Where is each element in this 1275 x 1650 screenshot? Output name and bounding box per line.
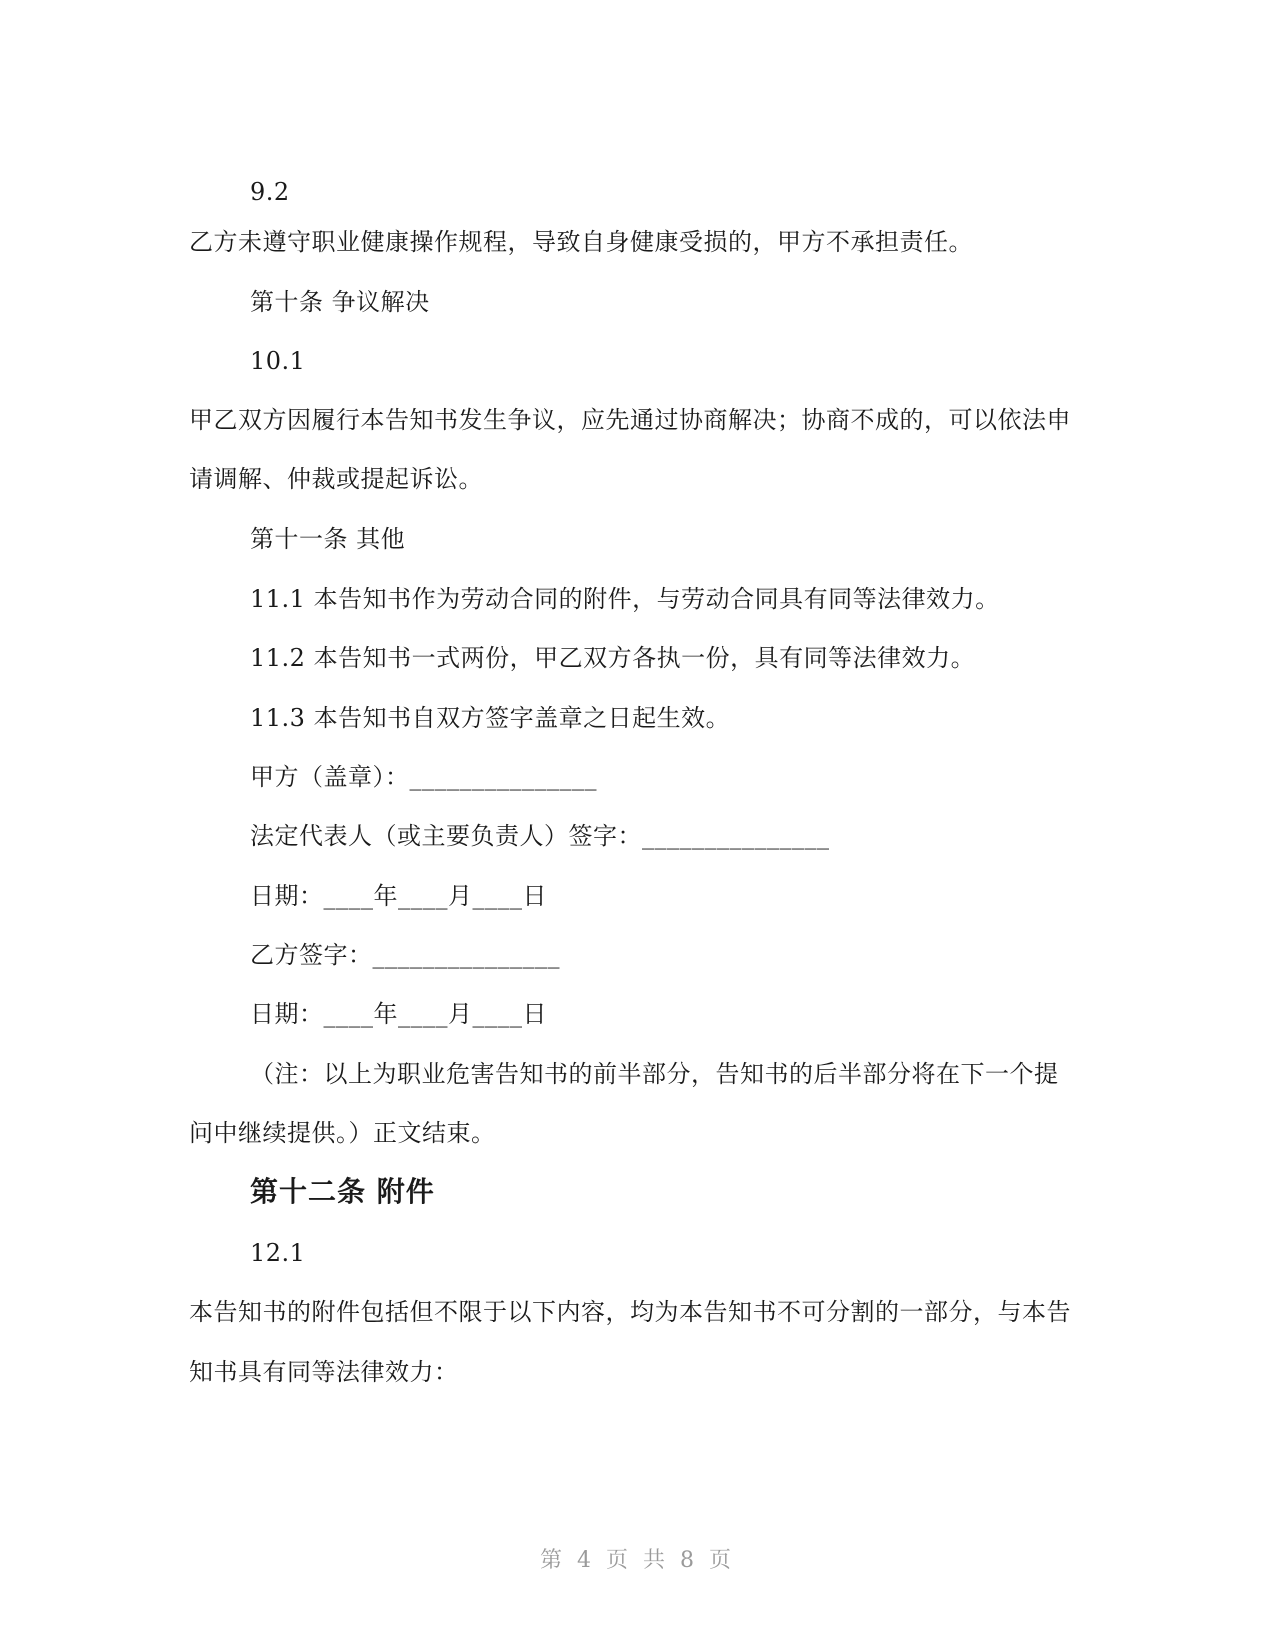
clause-11-2: 11.2 本告知书一式两份，甲乙双方各执一份，具有同等法律效力。 xyxy=(250,644,976,672)
note-line2: 问中继续提供。）正文结束。 xyxy=(189,1119,496,1147)
legal-rep-signature-line: 法定代表人（或主要负责人）签字：_______________ xyxy=(250,822,830,850)
party-a-seal-line: 甲方（盖章）：_______________ xyxy=(250,763,597,791)
article-11-title: 第十一条 其他 xyxy=(250,525,406,553)
clause-text-9-2: 乙方未遵守职业健康操作规程，导致自身健康受损的，甲方不承担责任。 xyxy=(189,228,973,256)
party-a-date-line: 日期：____年____月____日 xyxy=(250,882,547,910)
party-b-date-line: 日期：____年____月____日 xyxy=(250,1000,547,1028)
note-line1: （注：以上为职业危害告知书的前半部分，告知书的后半部分将在下一个提 xyxy=(250,1060,1059,1088)
party-b-signature-line: 乙方签字：_______________ xyxy=(250,941,560,969)
clause-11-3: 11.3 本告知书自双方签字盖章之日起生效。 xyxy=(250,704,731,732)
clause-11-1: 11.1 本告知书作为劳动合同的附件，与劳动合同具有同等法律效力。 xyxy=(250,585,1000,613)
clause-text-12-1-line2: 知书具有同等法律效力： xyxy=(189,1358,459,1386)
page-number-footer: 第 4 页 共 8 页 xyxy=(540,1548,735,1573)
clause-number-9-2: 9.2 xyxy=(250,178,290,206)
article-10-title: 第十条 争议解决 xyxy=(250,288,430,316)
clause-number-10-1: 10.1 xyxy=(250,347,306,375)
clause-number-12-1: 12.1 xyxy=(250,1239,306,1267)
article-12-heading: 第十二条 附件 xyxy=(250,1175,435,1208)
clause-text-12-1-line1: 本告知书的附件包括但不限于以下内容，均为本告知书不可分割的一部分，与本告 xyxy=(189,1298,1071,1326)
clause-text-10-1-line2: 请调解、仲裁或提起诉讼。 xyxy=(189,465,483,493)
clause-text-10-1-line1: 甲乙双方因履行本告知书发生争议，应先通过协商解决；协商不成的，可以依法申 xyxy=(189,406,1071,434)
